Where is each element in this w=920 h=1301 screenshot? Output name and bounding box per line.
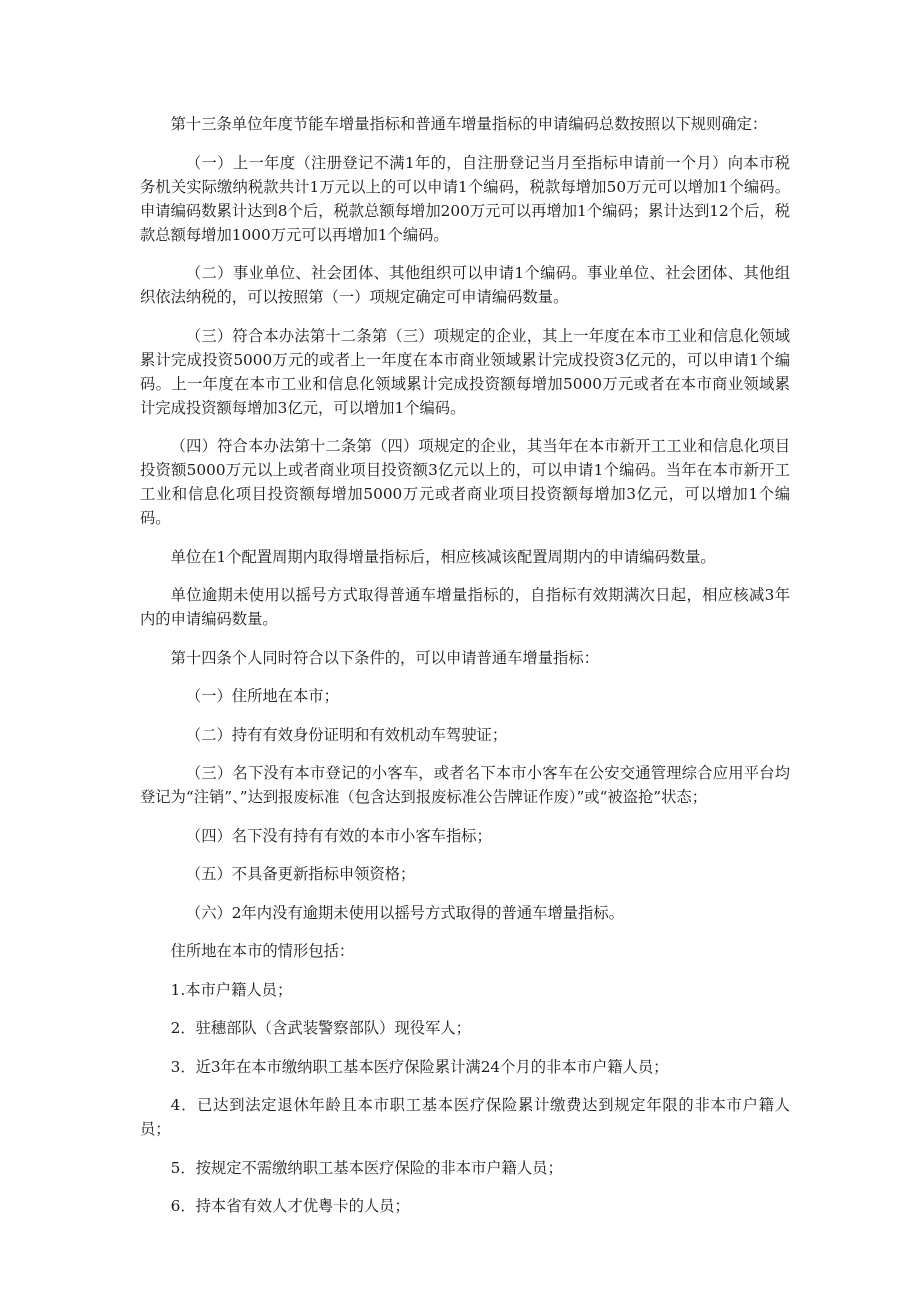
residence-item-5: 5．按规定不需缴纳职工基本医疗保险的非本市户籍人员； xyxy=(170,1158,563,1177)
article-13-item-3: （三）符合本办法第十二条第（三）项规定的企业，其上一年度在本市工业和信息化领域累计完成投资5000万元的或者上一年度在本市商业领域累计完成投资3亿元的，可以申请1个编码。上一年度在本市工业和信息化领域累计完成投资额每增加5000万元或者在本市商业领域累计完成投资额每增加3亿元，可以增加1个编码。 xyxy=(140,326,790,417)
article-13-item-4: （四）符合本办法第十二条第（四）项规定的企业，其当年在本市新开工工业和信息化项目投资额5000万元以上或者商业项目投资额3亿元以上的，可以申请1个编码。当年在本市新开工工业和信息化项目投资额每增加5000万元或者商业项目投资额每增加3亿元，可以增加1个编码。 xyxy=(140,437,790,527)
residence-item-1: 1.本市户籍人员； xyxy=(170,980,293,999)
residence-heading: 住所地在本市的情形包括： xyxy=(170,942,355,960)
article-14-item-1: （一）住所地在本市； xyxy=(185,687,339,705)
residence-item-6: 6．持本省有效人才优粤卡的人员； xyxy=(170,1197,410,1215)
residence-item-3: 3．近3年在本市缴纳职工基本医疗保险累计满24个月的非本市户籍人员； xyxy=(170,1057,669,1076)
article-14-heading: 第十四条个人同时符合以下条件的，可以申请普通车增量指标： xyxy=(170,648,599,667)
article-14-item-5: （五）不具备更新指标申领资格； xyxy=(185,865,416,883)
residence-item-4: 4．已达到法定退休年龄且本市职工基本医疗保险累计缴费达到规定年限的非本市户籍人员； xyxy=(140,1096,790,1138)
article-13-note-1: 单位在1个配置周期内取得增量指标后，相应核减该配置周期内的申请编码数量。 xyxy=(170,547,716,566)
article-14-item-4: （四）名下没有持有有效的本市小客车指标； xyxy=(185,826,492,845)
article-13-heading: 第十三条单位年度节能车增量指标和普通车增量指标的申请编码总数按照以下规则确定： xyxy=(170,115,768,133)
article-14-item-2: （二）持有有效身份证明和有效机动车驾驶证； xyxy=(185,725,508,744)
document-page xyxy=(140,112,790,1233)
article-13-note-2: 单位逾期未使用以摇号方式取得普通车增量指标的，自指标有效期满次日起，相应核减3年内的申请编码数量。 xyxy=(140,586,790,628)
article-14-item-3: （三）名下没有本市登记的小客车，或者名下本市小客车在公安交通管理综合应用平台均登记为“注销”、”达到报废标准（包含达到报废标准公告牌证作废）”或“被盗抢”状态； xyxy=(140,764,790,806)
article-13-item-2: （二）事业单位、社会团体、其他组织可以申请1个编码。事业单位、社会团体、其他组织依法纳税的，可以按照第（一）项规定确定可申请编码数量。 xyxy=(140,264,790,306)
residence-item-2: 2．驻穗部队（含武装警察部队）现役军人； xyxy=(170,1019,471,1037)
article-14-item-6: （六）2年内没有逾期未使用以摇号方式取得的普通车增量指标。 xyxy=(185,903,624,922)
article-13-item-1: （一）上一年度（注册登记不满1年的，自注册登记当月至指标申请前一个月）向本市税务机关实际缴纳税款共计1万元以上的可以申请1个编码，税款每增加50万元可以增加1个编码。申请编码数累计达到8个后，税款总额每增加200万元可以再增加1个编码；累计达到12个后，税款总额每增加1000万元可以再增加1个编码。 xyxy=(140,153,790,244)
